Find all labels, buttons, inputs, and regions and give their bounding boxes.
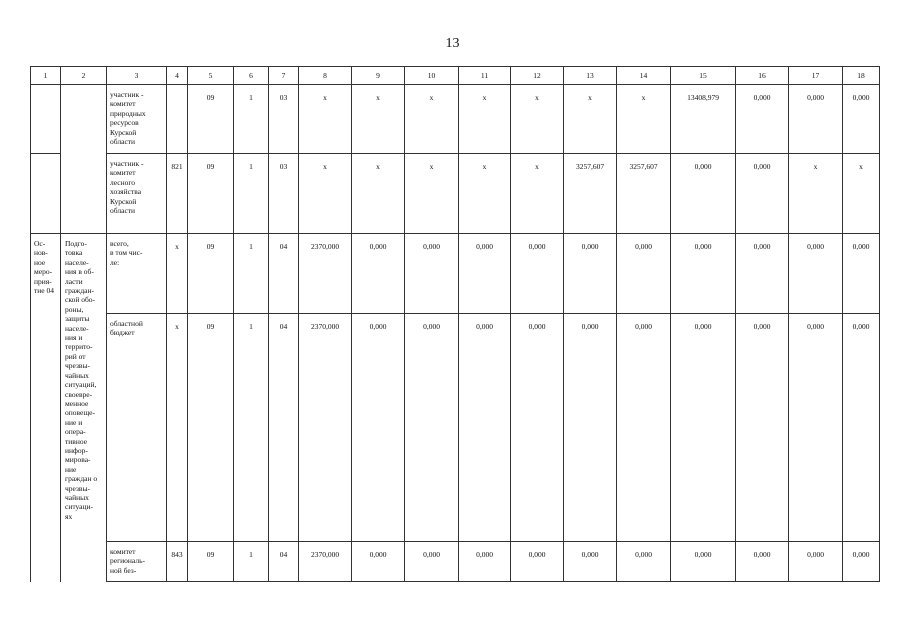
value-cell: 04 <box>269 234 299 314</box>
value-cell: х <box>167 234 188 314</box>
funding-label-line: в том чис- <box>110 248 143 258</box>
description-line: населе- <box>65 323 89 333</box>
value-cell: 0,000 <box>352 314 405 542</box>
value-cell: 821 <box>167 154 188 234</box>
participant-line: Курской <box>110 127 137 137</box>
table-row <box>31 234 880 314</box>
funding-label-line: областной <box>110 319 143 328</box>
value-cell: 0,000 <box>564 314 617 542</box>
value-cell: 0,000 <box>736 154 789 234</box>
event-code-line: меро- <box>34 267 53 277</box>
value-cell: 2370,000 <box>299 314 352 542</box>
participant-line: комитет <box>110 99 136 109</box>
description-line: ласти <box>65 276 83 286</box>
participant-line: природных <box>110 108 146 118</box>
value-cell: 0,000 <box>352 234 405 314</box>
value-cell: х <box>405 154 459 234</box>
value-cell: х <box>167 314 188 542</box>
column-number: 10 <box>405 67 459 85</box>
value-cell: 09 <box>188 85 234 154</box>
funding-label-cell <box>107 234 167 314</box>
participant-line: лесного <box>110 177 135 187</box>
value-cell: 1 <box>234 154 269 234</box>
description-line: граждан о <box>65 474 98 484</box>
description-line: ях <box>65 511 73 521</box>
funding-label-line: ле: <box>110 257 120 267</box>
value-cell: 0,000 <box>617 314 671 542</box>
value-cell: 2370,000 <box>299 234 352 314</box>
value-cell: 3257,607 <box>617 154 671 234</box>
description-line: ситуаций, <box>65 380 97 390</box>
description-line: террито- <box>65 342 93 352</box>
value-cell: х <box>564 85 617 154</box>
participant-line: участник - <box>110 159 144 168</box>
description-line: тивное <box>65 436 88 446</box>
value-cell: х <box>459 85 511 154</box>
value-cell: 04 <box>269 314 299 542</box>
value-cell: 0,000 <box>736 234 789 314</box>
value-cell: 1 <box>234 85 269 154</box>
participant-line: области <box>110 137 136 147</box>
value-cell: х <box>352 85 405 154</box>
column-number: 1 <box>31 67 61 85</box>
value-cell: 0,000 <box>671 314 736 542</box>
column-number: 9 <box>352 67 405 85</box>
value-cell: 0,000 <box>736 85 789 154</box>
value-cell: х <box>843 154 880 234</box>
empty-cell <box>31 154 61 234</box>
value-cell: 0,000 <box>671 234 736 314</box>
participant-line: хозяйства <box>110 187 142 197</box>
description-line: рий от <box>65 351 86 361</box>
value-cell: х <box>352 154 405 234</box>
value-cell: 0,000 <box>843 314 880 542</box>
value-cell: х <box>299 154 352 234</box>
value-cell: х <box>789 154 843 234</box>
page-number: 13 <box>445 36 460 51</box>
column-number: 16 <box>736 67 789 85</box>
value-cell: х <box>459 154 511 234</box>
value-cell: 2370,000 <box>299 542 352 582</box>
column-number: 2 <box>61 67 107 85</box>
value-cell <box>167 85 188 154</box>
value-cell: 0,000 <box>789 234 843 314</box>
value-cell: 04 <box>269 542 299 582</box>
value-cell: 0,000 <box>511 234 564 314</box>
empty-cell <box>31 85 61 154</box>
description-line: товка <box>65 248 83 258</box>
value-cell: 0,000 <box>671 154 736 234</box>
participant-line: участник - <box>110 90 144 99</box>
participant-cell <box>107 154 167 234</box>
value-cell: 0,000 <box>564 542 617 582</box>
value-cell: 0,000 <box>843 85 880 154</box>
value-cell: 0,000 <box>789 542 843 582</box>
column-number: 18 <box>843 67 880 85</box>
value-cell: 03 <box>269 85 299 154</box>
value-cell: 0,000 <box>352 542 405 582</box>
description-line: чрезвы- <box>65 361 90 371</box>
funding-label-line: региональ- <box>110 556 145 566</box>
description-line: защиты <box>65 314 90 324</box>
column-number: 13 <box>564 67 617 85</box>
description-line: своевре- <box>65 389 93 399</box>
column-number: 11 <box>459 67 511 85</box>
funding-label-line: ной без- <box>110 565 137 575</box>
event-code-cell <box>31 234 61 582</box>
participant-line: комитет <box>110 168 136 178</box>
column-number: 14 <box>617 67 671 85</box>
event-code-line: нов- <box>34 248 48 258</box>
description-line: ситуаци- <box>65 502 94 512</box>
table-row <box>31 314 880 542</box>
funding-label-line: бюджет <box>110 328 135 338</box>
value-cell: 0,000 <box>511 542 564 582</box>
column-number: 12 <box>511 67 564 85</box>
value-cell: х <box>299 85 352 154</box>
value-cell: 3257,607 <box>564 154 617 234</box>
value-cell: 0,000 <box>459 314 511 542</box>
value-cell: 0,000 <box>671 542 736 582</box>
column-number: 17 <box>789 67 843 85</box>
description-line: менное <box>65 398 89 408</box>
description-line: инфор- <box>65 445 88 455</box>
value-cell: 09 <box>188 154 234 234</box>
description-line: ния в об- <box>65 267 94 277</box>
value-cell: 0,000 <box>405 234 459 314</box>
value-cell: х <box>405 85 459 154</box>
value-cell: х <box>511 154 564 234</box>
description-line: роны, <box>65 304 84 314</box>
column-number: 4 <box>167 67 188 85</box>
value-cell: 0,000 <box>789 85 843 154</box>
value-cell: 0,000 <box>843 234 880 314</box>
empty-cell <box>61 85 107 234</box>
funding-label-line: комитет <box>110 547 136 556</box>
value-cell: 0,000 <box>843 542 880 582</box>
value-cell: 0,000 <box>736 542 789 582</box>
description-line: опера- <box>65 427 86 437</box>
table-row <box>31 542 880 582</box>
description-line: Подго- <box>65 239 87 248</box>
description-line: ние и <box>65 417 83 427</box>
description-line: граждан- <box>65 286 94 296</box>
participant-cell <box>107 85 167 154</box>
value-cell: 0,000 <box>405 314 459 542</box>
value-cell: 0,000 <box>405 542 459 582</box>
description-line: населе- <box>65 257 89 267</box>
funding-label-cell <box>107 542 167 582</box>
event-code-line: прия- <box>34 276 52 286</box>
value-cell: 0,000 <box>617 234 671 314</box>
description-line: чайных <box>65 370 89 380</box>
value-cell: 09 <box>188 234 234 314</box>
description-line: ние <box>65 464 77 474</box>
funding-label-cell <box>107 314 167 542</box>
column-number: 8 <box>299 67 352 85</box>
value-cell: 0,000 <box>459 234 511 314</box>
description-line: мирова- <box>65 455 91 465</box>
column-number: 7 <box>269 67 299 85</box>
event-code-line: тие 04 <box>34 286 54 296</box>
value-cell: 0,000 <box>459 542 511 582</box>
event-description-cell <box>61 234 107 582</box>
column-number: 5 <box>188 67 234 85</box>
event-code-line: ное <box>34 257 46 267</box>
description-line: ния и <box>65 333 83 343</box>
value-cell: 0,000 <box>564 234 617 314</box>
column-number: 15 <box>671 67 736 85</box>
value-cell: х <box>617 85 671 154</box>
description-line: чайных <box>65 492 89 502</box>
value-cell: 843 <box>167 542 188 582</box>
budget-table <box>30 66 880 582</box>
value-cell: 13408,979 <box>671 85 736 154</box>
column-number: 6 <box>234 67 269 85</box>
value-cell: 09 <box>188 542 234 582</box>
table-row <box>31 154 880 234</box>
description-line: оповеще- <box>65 408 95 418</box>
value-cell: 03 <box>269 154 299 234</box>
description-line: чрезвы- <box>65 483 90 493</box>
column-number-row <box>31 67 880 85</box>
participant-line: области <box>110 206 136 216</box>
event-code-line: Ос- <box>34 239 46 248</box>
value-cell: 1 <box>234 542 269 582</box>
value-cell: 0,000 <box>511 314 564 542</box>
column-number: 3 <box>107 67 167 85</box>
funding-label-line: всего, <box>110 239 129 248</box>
value-cell: 0,000 <box>617 542 671 582</box>
participant-line: ресурсов <box>110 118 139 128</box>
value-cell: 0,000 <box>736 314 789 542</box>
value-cell: 0,000 <box>789 314 843 542</box>
participant-line: Курской <box>110 196 137 206</box>
value-cell: х <box>511 85 564 154</box>
table-row <box>31 85 880 154</box>
description-line: ской обо- <box>65 295 96 305</box>
value-cell: 1 <box>234 234 269 314</box>
value-cell: 09 <box>188 314 234 542</box>
value-cell: 1 <box>234 314 269 542</box>
